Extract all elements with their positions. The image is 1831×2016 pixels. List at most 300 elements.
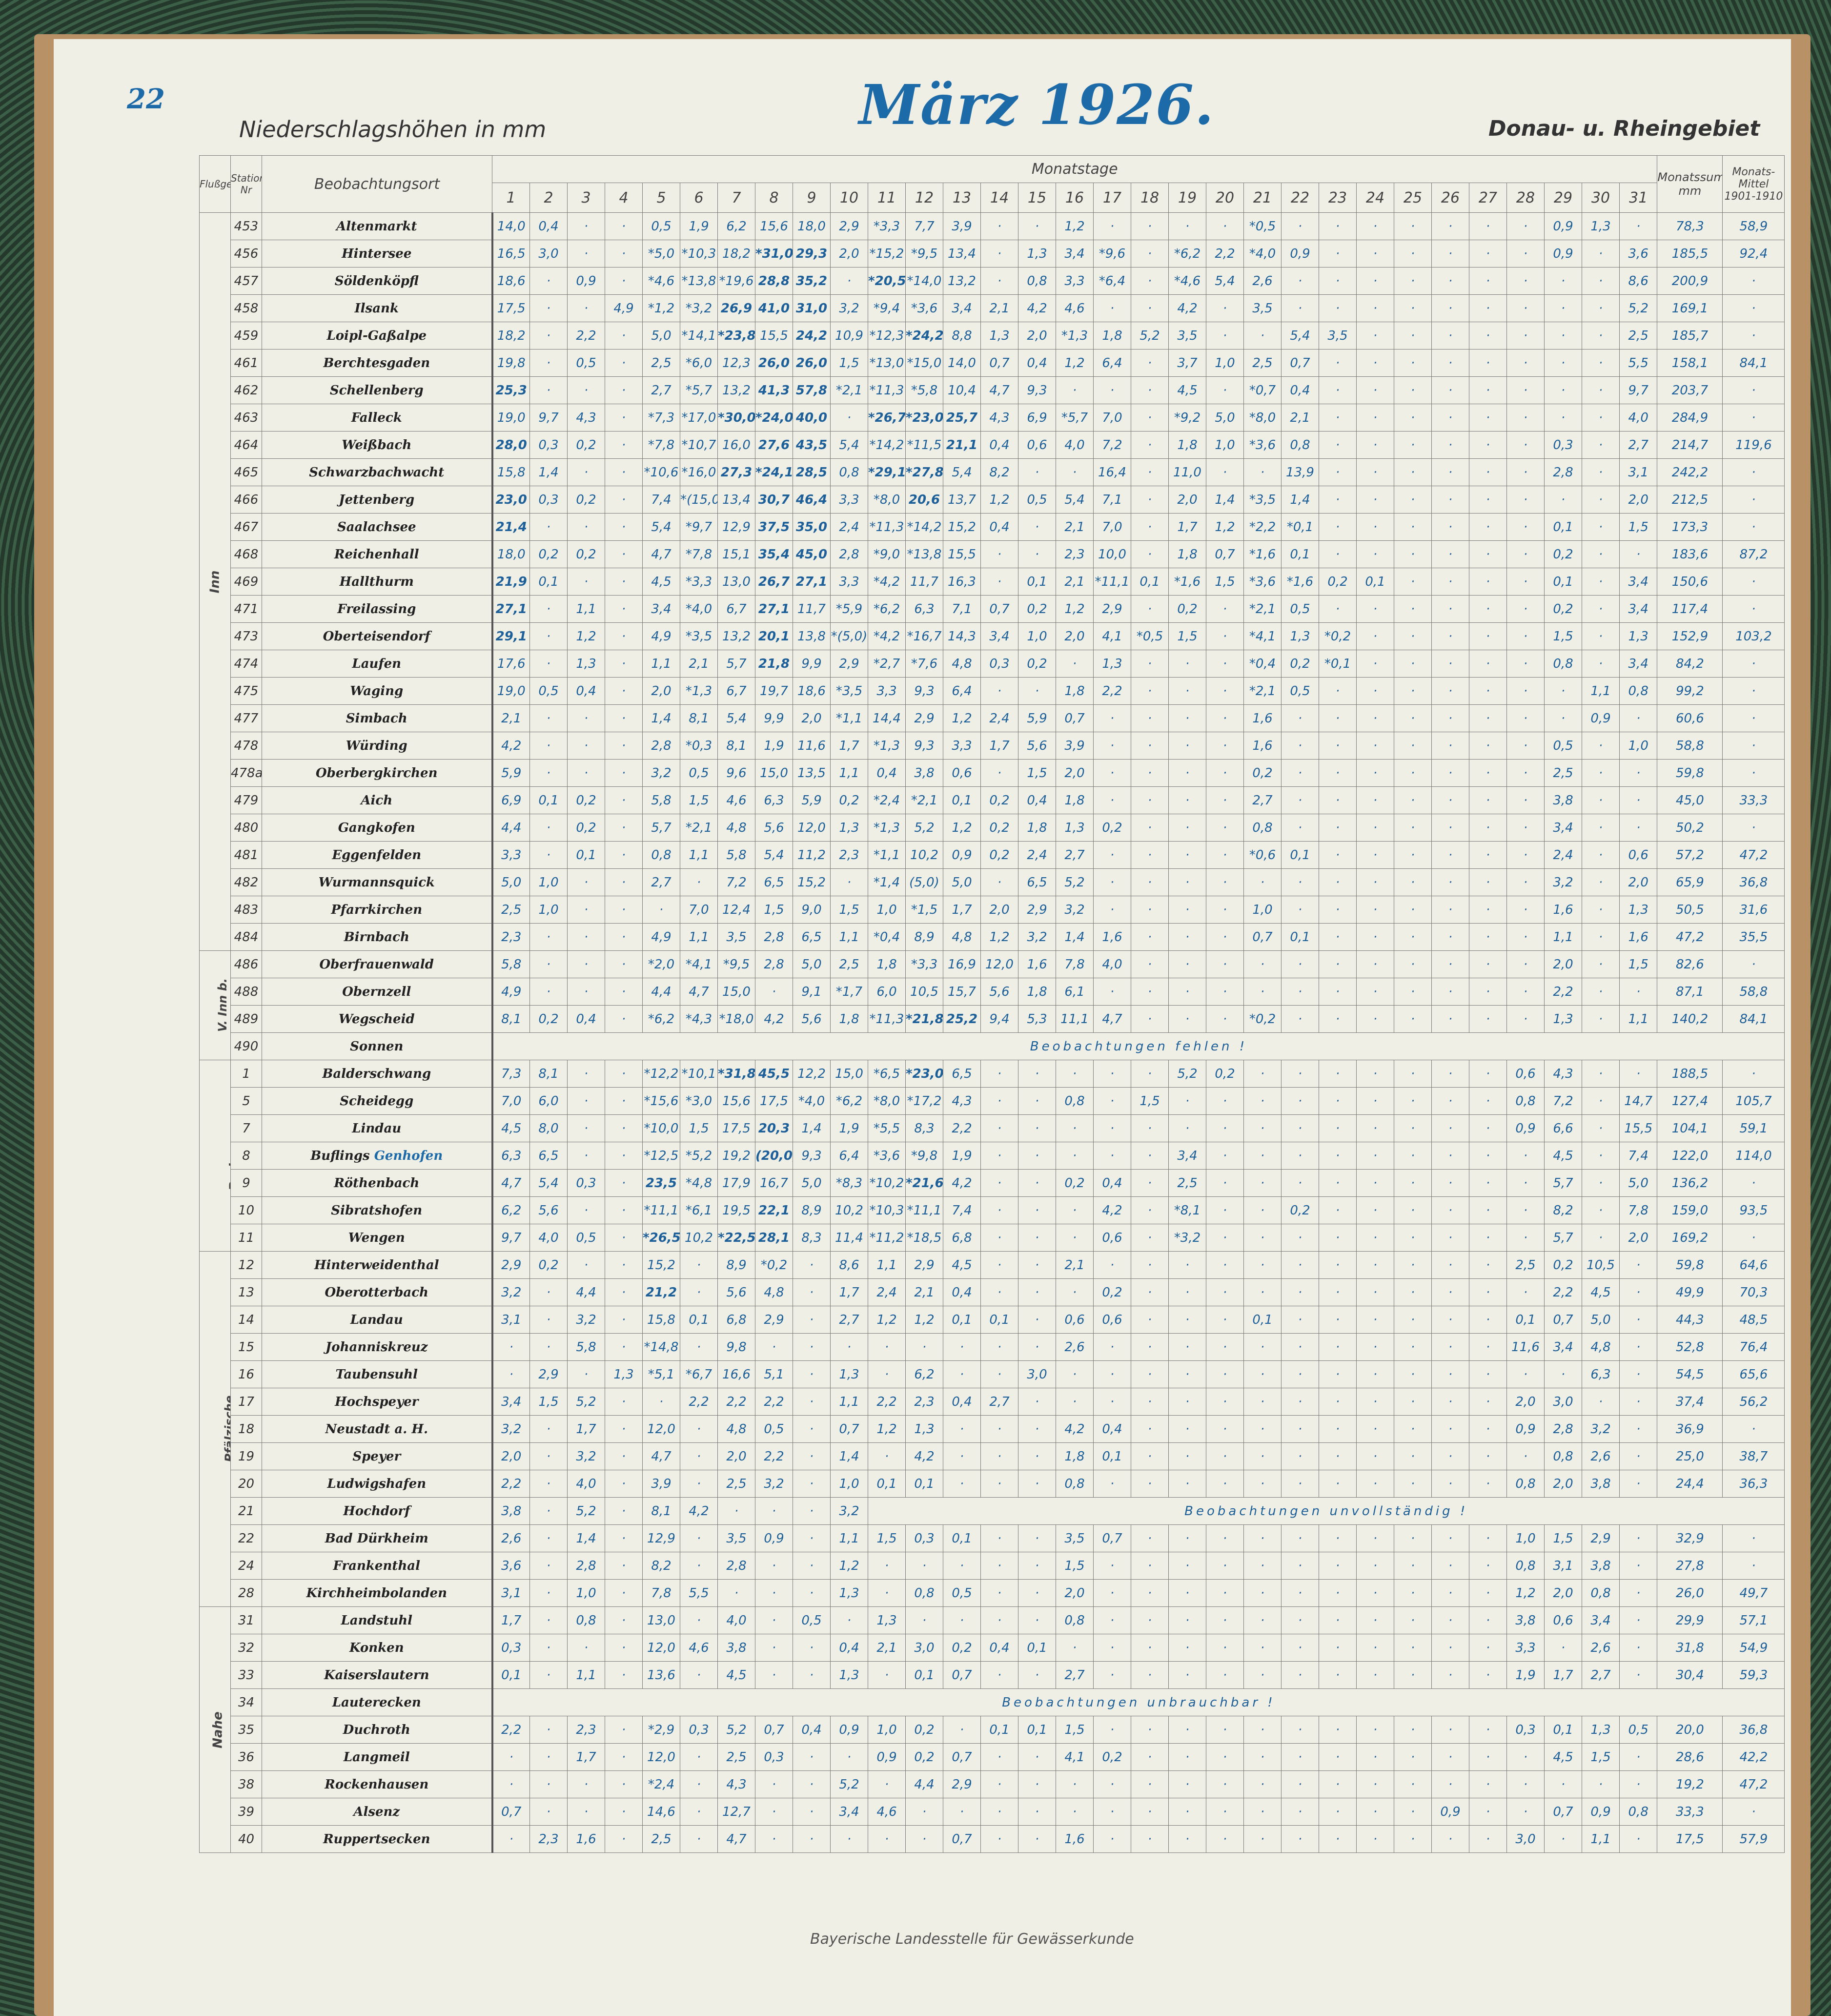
day-value: · bbox=[1094, 1361, 1131, 1388]
day-header: 27 bbox=[1469, 183, 1507, 213]
day-value: · bbox=[1394, 486, 1432, 514]
day-value: 15,1 bbox=[718, 541, 755, 568]
day-value: · bbox=[1394, 1088, 1432, 1115]
day-value: *9,6 bbox=[1094, 240, 1131, 267]
day-value: · bbox=[1582, 814, 1620, 842]
day-value: · bbox=[643, 1388, 680, 1416]
day-value: *8,0 bbox=[868, 486, 906, 514]
day-value: 4,9 bbox=[605, 295, 643, 322]
day-value: 46,4 bbox=[793, 486, 831, 514]
day-value: 1,4 bbox=[568, 1525, 605, 1552]
day-value: · bbox=[1244, 1662, 1282, 1689]
day-value: 15,0 bbox=[755, 760, 793, 787]
day-value: · bbox=[1206, 1388, 1244, 1416]
day-value: 1,6 bbox=[1056, 1826, 1094, 1853]
day-value: · bbox=[605, 1416, 643, 1443]
day-value: 1,7 bbox=[831, 1279, 868, 1306]
table-row bbox=[200, 240, 1785, 267]
day-value: · bbox=[1319, 732, 1357, 760]
day-value: 12,0 bbox=[981, 951, 1018, 978]
day-value: *14,2 bbox=[906, 514, 943, 541]
day-value: 0,9 bbox=[1582, 1798, 1620, 1826]
day-value: · bbox=[680, 1552, 718, 1580]
day-value: · bbox=[1394, 541, 1432, 568]
day-value: · bbox=[1469, 1142, 1507, 1170]
station-number: 34 bbox=[231, 1689, 262, 1716]
day-value: 0,2 bbox=[906, 1716, 943, 1744]
day-value: · bbox=[1319, 787, 1357, 814]
day-value: · bbox=[831, 267, 868, 295]
day-value: · bbox=[568, 568, 605, 596]
day-value: 2,2 bbox=[1545, 1279, 1582, 1306]
day-value: · bbox=[1394, 1771, 1432, 1798]
day-value: 0,7 bbox=[1545, 1306, 1582, 1334]
day-value: · bbox=[605, 1580, 643, 1607]
day-value: 4,0 bbox=[718, 1607, 755, 1634]
day-value: · bbox=[1432, 1115, 1469, 1142]
day-value: · bbox=[1357, 1006, 1394, 1033]
day-value: 41,0 bbox=[755, 295, 793, 322]
day-value: · bbox=[1131, 1170, 1169, 1197]
day-value: *11,1 bbox=[643, 1197, 680, 1224]
day-value: 2,0 bbox=[1620, 1224, 1657, 1252]
day-value: 0,1 bbox=[1545, 1716, 1582, 1744]
station-number: 482 bbox=[231, 869, 262, 896]
day-value: · bbox=[981, 568, 1018, 596]
day-value: 21,8 bbox=[755, 650, 793, 678]
day-value: 0,4 bbox=[1094, 1170, 1131, 1197]
day-value: · bbox=[605, 1744, 643, 1771]
day-value: 2,2 bbox=[1545, 978, 1582, 1006]
day-value: · bbox=[568, 1634, 605, 1662]
day-value: 3,2 bbox=[755, 1470, 793, 1498]
day-value: 0,5 bbox=[943, 1580, 981, 1607]
day-value: · bbox=[530, 814, 568, 842]
day-value: 1,5 bbox=[755, 896, 793, 924]
day-value: 15,8 bbox=[492, 459, 530, 486]
day-value: · bbox=[1357, 1744, 1394, 1771]
day-value: · bbox=[1131, 240, 1169, 267]
day-value: · bbox=[1582, 541, 1620, 568]
day-value: · bbox=[605, 1224, 643, 1252]
day-value: 3,3 bbox=[1056, 267, 1094, 295]
day-value: 2,1 bbox=[1282, 404, 1319, 432]
day-value: · bbox=[1620, 1279, 1657, 1306]
day-value: 7,8 bbox=[643, 1580, 680, 1607]
station-name bbox=[262, 1662, 492, 1689]
day-value: · bbox=[1094, 1552, 1131, 1580]
day-value: · bbox=[1469, 978, 1507, 1006]
day-value: *2,1 bbox=[906, 787, 943, 814]
monthly-mean: · bbox=[1723, 1060, 1785, 1088]
day-value: · bbox=[1545, 1826, 1582, 1853]
day-value: 10,2 bbox=[906, 842, 943, 869]
day-value: · bbox=[1169, 924, 1206, 951]
table-row bbox=[200, 896, 1785, 924]
day-value: · bbox=[530, 377, 568, 404]
day-value: 10,2 bbox=[831, 1197, 868, 1224]
day-value: · bbox=[1018, 1580, 1056, 1607]
day-value: · bbox=[1018, 1443, 1056, 1470]
day-value: 5,4 bbox=[831, 432, 868, 459]
day-value: · bbox=[1131, 760, 1169, 787]
day-value: · bbox=[1357, 404, 1394, 432]
day-value: 8,1 bbox=[530, 1060, 568, 1088]
day-value: · bbox=[1469, 896, 1507, 924]
day-value: 15,7 bbox=[943, 978, 981, 1006]
day-value: · bbox=[1394, 1716, 1432, 1744]
day-value: · bbox=[1282, 1552, 1319, 1580]
station-name-text: Hochdorf bbox=[343, 1503, 410, 1519]
day-value: · bbox=[1169, 760, 1206, 787]
day-value: 3,2 bbox=[492, 1416, 530, 1443]
day-value: 0,4 bbox=[1018, 787, 1056, 814]
station-name bbox=[262, 541, 492, 568]
day-value: *9,0 bbox=[868, 541, 906, 568]
day-header: 5 bbox=[643, 183, 680, 213]
day-value: · bbox=[1206, 650, 1244, 678]
day-value: 0,1 bbox=[981, 1306, 1018, 1334]
day-value: 29,1 bbox=[492, 623, 530, 650]
station-number: 28 bbox=[231, 1580, 262, 1607]
day-value: · bbox=[1169, 650, 1206, 678]
station-name bbox=[262, 814, 492, 842]
day-value: · bbox=[1206, 842, 1244, 869]
table-row bbox=[200, 1033, 1785, 1060]
day-value: 8,2 bbox=[643, 1552, 680, 1580]
day-value: · bbox=[1244, 1388, 1282, 1416]
station-number: 458 bbox=[231, 295, 262, 322]
monthly-mean: 57,1 bbox=[1723, 1607, 1785, 1634]
day-value: 2,2 bbox=[568, 322, 605, 350]
day-value: · bbox=[1282, 1580, 1319, 1607]
day-value: · bbox=[1394, 1170, 1432, 1197]
monthly-sum: 45,0 bbox=[1657, 787, 1723, 814]
monthly-sum: 44,3 bbox=[1657, 1306, 1723, 1334]
day-value: · bbox=[1432, 596, 1469, 623]
station-number: 16 bbox=[231, 1361, 262, 1388]
day-header: 31 bbox=[1620, 183, 1657, 213]
day-value: · bbox=[1206, 1224, 1244, 1252]
day-value: *2,4 bbox=[643, 1771, 680, 1798]
day-value: · bbox=[1169, 896, 1206, 924]
day-value: 0,2 bbox=[943, 1634, 981, 1662]
day-value: 2,7 bbox=[1620, 432, 1657, 459]
basin-text: Inn bbox=[207, 570, 223, 593]
day-value: · bbox=[1282, 1443, 1319, 1470]
day-value: · bbox=[1357, 760, 1394, 787]
day-value: 5,9 bbox=[492, 760, 530, 787]
day-value: · bbox=[1282, 1525, 1319, 1552]
day-value: *11,3 bbox=[868, 1006, 906, 1033]
day-value: 18,2 bbox=[718, 240, 755, 267]
day-value: 1,1 bbox=[1582, 678, 1620, 705]
day-value: *6,0 bbox=[680, 350, 718, 377]
station-number: 461 bbox=[231, 350, 262, 377]
station-number: 12 bbox=[231, 1252, 262, 1279]
day-value: 5,1 bbox=[755, 1361, 793, 1388]
day-value: · bbox=[1394, 459, 1432, 486]
day-value: 0,6 bbox=[1094, 1306, 1131, 1334]
day-value: 5,0 bbox=[492, 869, 530, 896]
day-value: · bbox=[1282, 267, 1319, 295]
day-value: 2,8 bbox=[718, 1552, 755, 1580]
day-value: 15,5 bbox=[1620, 1115, 1657, 1142]
day-value: 4,5 bbox=[1545, 1142, 1582, 1170]
day-value: · bbox=[981, 1744, 1018, 1771]
day-value: 4,9 bbox=[643, 924, 680, 951]
day-value: 0,8 bbox=[568, 1607, 605, 1634]
monthly-mean: · bbox=[1723, 732, 1785, 760]
station-name-text: Langmeil bbox=[343, 1749, 410, 1765]
day-value: 2,2 bbox=[1206, 240, 1244, 267]
day-value: *9,7 bbox=[680, 514, 718, 541]
day-value: · bbox=[605, 924, 643, 951]
day-value: · bbox=[1620, 1470, 1657, 1498]
station-name-text: Pfarrkirchen bbox=[331, 902, 423, 917]
day-value: · bbox=[1282, 1771, 1319, 1798]
day-value: *2,9 bbox=[643, 1716, 680, 1744]
day-value: 6,2 bbox=[492, 1197, 530, 1224]
station-name bbox=[262, 924, 492, 951]
day-value: 1,5 bbox=[1056, 1552, 1094, 1580]
day-value: 1,0 bbox=[1507, 1525, 1545, 1552]
station-name-text: Altenmarkt bbox=[336, 219, 417, 234]
day-value: · bbox=[906, 1334, 943, 1361]
day-value: · bbox=[1507, 814, 1545, 842]
day-value: · bbox=[1169, 678, 1206, 705]
day-value: 13,5 bbox=[793, 760, 831, 787]
day-value: · bbox=[1094, 705, 1131, 732]
day-value: · bbox=[1056, 1115, 1094, 1142]
page-number: 22 bbox=[127, 83, 165, 115]
monthly-mean: · bbox=[1723, 1798, 1785, 1826]
day-value: 4,4 bbox=[643, 978, 680, 1006]
day-value: · bbox=[1394, 432, 1432, 459]
day-value: · bbox=[605, 322, 643, 350]
day-value: *7,8 bbox=[680, 541, 718, 568]
station-name-text: Kirchheimbolanden bbox=[306, 1585, 447, 1601]
day-value: 5,4 bbox=[1056, 486, 1094, 514]
day-value: · bbox=[605, 1115, 643, 1142]
day-value: · bbox=[1319, 432, 1357, 459]
day-value: · bbox=[1018, 678, 1056, 705]
day-value: · bbox=[1394, 896, 1432, 924]
day-value: · bbox=[605, 705, 643, 732]
day-value: · bbox=[1357, 1088, 1394, 1115]
day-value: 2,4 bbox=[981, 705, 1018, 732]
day-value: · bbox=[1432, 350, 1469, 377]
day-value: · bbox=[1018, 1826, 1056, 1853]
day-value: 0,1 bbox=[1545, 568, 1582, 596]
day-value: 3,2 bbox=[568, 1306, 605, 1334]
day-value: 4,7 bbox=[718, 1826, 755, 1853]
day-value: 8,8 bbox=[943, 322, 981, 350]
day-value: · bbox=[868, 1443, 906, 1470]
day-value: · bbox=[1469, 1361, 1507, 1388]
day-value: · bbox=[1319, 814, 1357, 842]
day-value: 8,2 bbox=[981, 459, 1018, 486]
station-name bbox=[262, 404, 492, 432]
day-value: 1,5 bbox=[1206, 568, 1244, 596]
day-value: · bbox=[568, 705, 605, 732]
day-value: 4,6 bbox=[718, 787, 755, 814]
day-value: 2,7 bbox=[1056, 842, 1094, 869]
day-value: 19,0 bbox=[492, 404, 530, 432]
monthly-mean: 93,5 bbox=[1723, 1197, 1785, 1224]
day-value: 2,0 bbox=[1056, 623, 1094, 650]
day-value: *0,5 bbox=[1131, 623, 1169, 650]
station-name bbox=[262, 432, 492, 459]
day-value: · bbox=[1094, 1662, 1131, 1689]
monthly-mean: 103,2 bbox=[1723, 623, 1785, 650]
day-value: 5,0 bbox=[793, 951, 831, 978]
day-value: · bbox=[1507, 404, 1545, 432]
monthly-mean: 35,5 bbox=[1723, 924, 1785, 951]
day-value: 2,6 bbox=[492, 1525, 530, 1552]
day-value: · bbox=[1357, 924, 1394, 951]
day-value: · bbox=[1469, 1826, 1507, 1853]
day-value: · bbox=[530, 650, 568, 678]
day-header: 4 bbox=[605, 183, 643, 213]
monthly-sum: 82,6 bbox=[1657, 951, 1723, 978]
day-value: 6,5 bbox=[1018, 869, 1056, 896]
day-value: 0,8 bbox=[1620, 1798, 1657, 1826]
monthly-mean: · bbox=[1723, 295, 1785, 322]
day-value: *6,2 bbox=[868, 596, 906, 623]
day-value: 5,8 bbox=[718, 842, 755, 869]
day-value: 28,8 bbox=[755, 267, 793, 295]
day-value: 1,3 bbox=[1056, 814, 1094, 842]
day-value: 0,4 bbox=[793, 1716, 831, 1744]
day-value: · bbox=[1394, 951, 1432, 978]
day-value: · bbox=[1582, 295, 1620, 322]
day-value: · bbox=[1169, 1252, 1206, 1279]
day-value: · bbox=[1357, 1279, 1394, 1306]
monthly-sum: 60,6 bbox=[1657, 705, 1723, 732]
day-value: · bbox=[605, 978, 643, 1006]
day-value: · bbox=[1394, 1060, 1432, 1088]
day-value: *5,7 bbox=[680, 377, 718, 404]
day-value: 0,3 bbox=[530, 432, 568, 459]
day-value: 2,9 bbox=[906, 1252, 943, 1279]
day-value: 1,8 bbox=[1056, 678, 1094, 705]
day-value: · bbox=[568, 1088, 605, 1115]
monthly-mean: 36,3 bbox=[1723, 1470, 1785, 1498]
station-number: 463 bbox=[231, 404, 262, 432]
day-value: 6,8 bbox=[943, 1224, 981, 1252]
day-value: · bbox=[1469, 869, 1507, 896]
day-value: · bbox=[1432, 1826, 1469, 1853]
day-value: · bbox=[1620, 978, 1657, 1006]
monthly-sum: 284,9 bbox=[1657, 404, 1723, 432]
day-value: 16,6 bbox=[718, 1361, 755, 1388]
day-value: · bbox=[1432, 1361, 1469, 1388]
monthly-sum: 136,2 bbox=[1657, 1170, 1723, 1197]
day-value: · bbox=[1394, 267, 1432, 295]
day-value: *19,6 bbox=[718, 267, 755, 295]
day-value: 3,2 bbox=[831, 295, 868, 322]
day-value: · bbox=[1469, 1662, 1507, 1689]
day-value: · bbox=[1169, 1470, 1206, 1498]
day-value: 3,2 bbox=[492, 1279, 530, 1306]
day-value: *3,3 bbox=[680, 568, 718, 596]
day-value: 0,8 bbox=[1282, 432, 1319, 459]
day-value: · bbox=[755, 1607, 793, 1634]
day-value: · bbox=[1545, 295, 1582, 322]
station-number: 36 bbox=[231, 1744, 262, 1771]
day-value: · bbox=[530, 267, 568, 295]
day-value: 0,2 bbox=[1094, 1279, 1131, 1306]
day-value: 4,2 bbox=[680, 1498, 718, 1525]
table-row bbox=[200, 1580, 1785, 1607]
day-value: · bbox=[1357, 1580, 1394, 1607]
table-row bbox=[200, 1115, 1785, 1142]
day-value: 14,7 bbox=[1620, 1088, 1657, 1115]
day-value: · bbox=[1131, 1361, 1169, 1388]
monthly-mean: 76,4 bbox=[1723, 1334, 1785, 1361]
day-value: · bbox=[1432, 760, 1469, 787]
day-value: 27,1 bbox=[755, 596, 793, 623]
day-value: · bbox=[1394, 213, 1432, 240]
day-value: 0,1 bbox=[1094, 1443, 1131, 1470]
day-value: · bbox=[605, 459, 643, 486]
days-header: Monatstage bbox=[492, 156, 1657, 183]
monthly-mean: · bbox=[1723, 650, 1785, 678]
day-value: *0,7 bbox=[1244, 377, 1282, 404]
day-value: 5,0 bbox=[943, 869, 981, 896]
day-value: · bbox=[1319, 1552, 1357, 1580]
table-row bbox=[200, 1498, 1785, 1525]
day-value: · bbox=[530, 1498, 568, 1525]
day-value: 4,8 bbox=[755, 1279, 793, 1306]
day-value: · bbox=[1432, 1060, 1469, 1088]
station-number: 19 bbox=[231, 1443, 262, 1470]
precipitation-table bbox=[199, 155, 1785, 1853]
day-value: · bbox=[1131, 1142, 1169, 1170]
monthly-mean: 105,7 bbox=[1723, 1088, 1785, 1115]
day-value: 2,0 bbox=[1018, 322, 1056, 350]
day-value: · bbox=[605, 678, 643, 705]
monthly-mean: 84,1 bbox=[1723, 350, 1785, 377]
day-value: · bbox=[643, 896, 680, 924]
day-value: · bbox=[605, 1306, 643, 1334]
day-value: · bbox=[1507, 240, 1545, 267]
station-name-text: Wegscheid bbox=[338, 1011, 415, 1027]
day-value: · bbox=[1244, 1142, 1282, 1170]
day-value: · bbox=[1131, 1224, 1169, 1252]
day-value: 4,5 bbox=[943, 1252, 981, 1279]
day-value: · bbox=[1620, 814, 1657, 842]
day-value: 7,7 bbox=[906, 213, 943, 240]
day-value: *0,1 bbox=[1319, 650, 1357, 678]
station-name-text: Rockenhausen bbox=[325, 1777, 429, 1792]
day-value: · bbox=[1357, 1361, 1394, 1388]
day-value: · bbox=[1206, 1525, 1244, 1552]
monthly-mean: 47,2 bbox=[1723, 1771, 1785, 1798]
day-value: *5,5 bbox=[868, 1115, 906, 1142]
day-value: 0,6 bbox=[1620, 842, 1657, 869]
station-name-text: Hintersee bbox=[342, 246, 412, 261]
day-value: 6,1 bbox=[1056, 978, 1094, 1006]
day-value: 1,1 bbox=[568, 1662, 605, 1689]
station-name bbox=[262, 1525, 492, 1552]
day-value: 16,3 bbox=[943, 568, 981, 596]
day-value: 1,7 bbox=[831, 732, 868, 760]
day-value: 5,6 bbox=[530, 1197, 568, 1224]
station-name bbox=[262, 486, 492, 514]
station-name bbox=[262, 1334, 492, 1361]
